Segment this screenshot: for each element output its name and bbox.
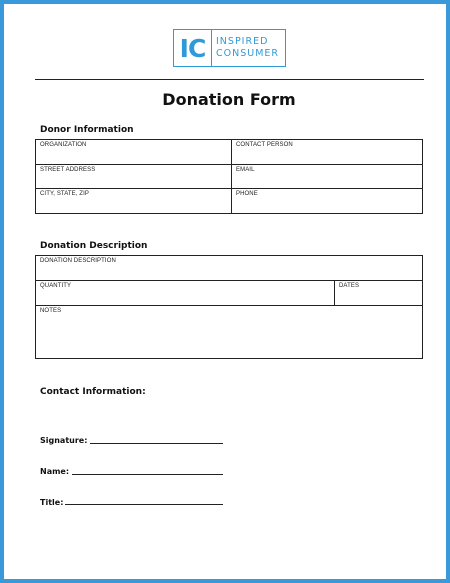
desc-row-1 (36, 256, 422, 281)
donation-desc-heading: Donation Description (40, 241, 148, 251)
desc-row-3 (36, 306, 422, 358)
organization-field[interactable] (36, 140, 231, 164)
donor-row-1 (36, 140, 422, 165)
notes-field[interactable] (36, 306, 422, 358)
phone-label: PHONE (236, 191, 258, 197)
donor-row-3 (36, 189, 422, 213)
header-divider (35, 79, 424, 80)
donation-desc-table (35, 255, 423, 359)
donation-description-field[interactable] (36, 256, 422, 280)
logo-monogram-text: IC (179, 33, 206, 63)
title-label: Title: (40, 498, 64, 507)
signature-line[interactable] (90, 443, 223, 444)
name-label: Name: (40, 467, 70, 476)
signature-label: Signature: (40, 436, 88, 445)
quantity-field[interactable] (36, 281, 334, 305)
contact-person-field[interactable] (231, 140, 422, 164)
email-field[interactable] (231, 165, 422, 188)
name-line[interactable] (72, 474, 223, 475)
phone-field[interactable] (231, 189, 422, 213)
contact-info-heading: Contact Information: (40, 387, 146, 397)
street-address-label: STREET ADDRESS (40, 167, 96, 173)
street-address-field[interactable] (36, 165, 231, 188)
logo-line-2: CONSUMER (216, 48, 280, 59)
dates-field[interactable] (334, 281, 422, 305)
donor-info-table (35, 139, 423, 214)
form-title: Donation Form (162, 90, 296, 109)
logo-line-1: INSPIRED (216, 36, 269, 47)
inspired-consumer-logo (173, 29, 286, 67)
notes-label: NOTES (40, 308, 62, 314)
logo-wordmark (212, 36, 285, 60)
desc-row-2 (36, 281, 422, 306)
city-state-zip-field[interactable] (36, 189, 231, 213)
donor-info-heading: Donor Information (40, 125, 134, 135)
email-label: EMAIL (236, 167, 255, 173)
logo-monogram (174, 30, 212, 66)
title-line[interactable] (65, 504, 223, 505)
city-state-zip-label: CITY, STATE, ZIP (40, 191, 89, 197)
donor-row-2 (36, 165, 422, 189)
organization-label: ORGANIZATION (40, 142, 87, 148)
contact-person-label: CONTACT PERSON (236, 142, 293, 148)
dates-label: DATES (339, 283, 360, 289)
quantity-label: QUANTITY (40, 283, 72, 289)
donation-description-label: DONATION DESCRIPTION (40, 258, 116, 264)
